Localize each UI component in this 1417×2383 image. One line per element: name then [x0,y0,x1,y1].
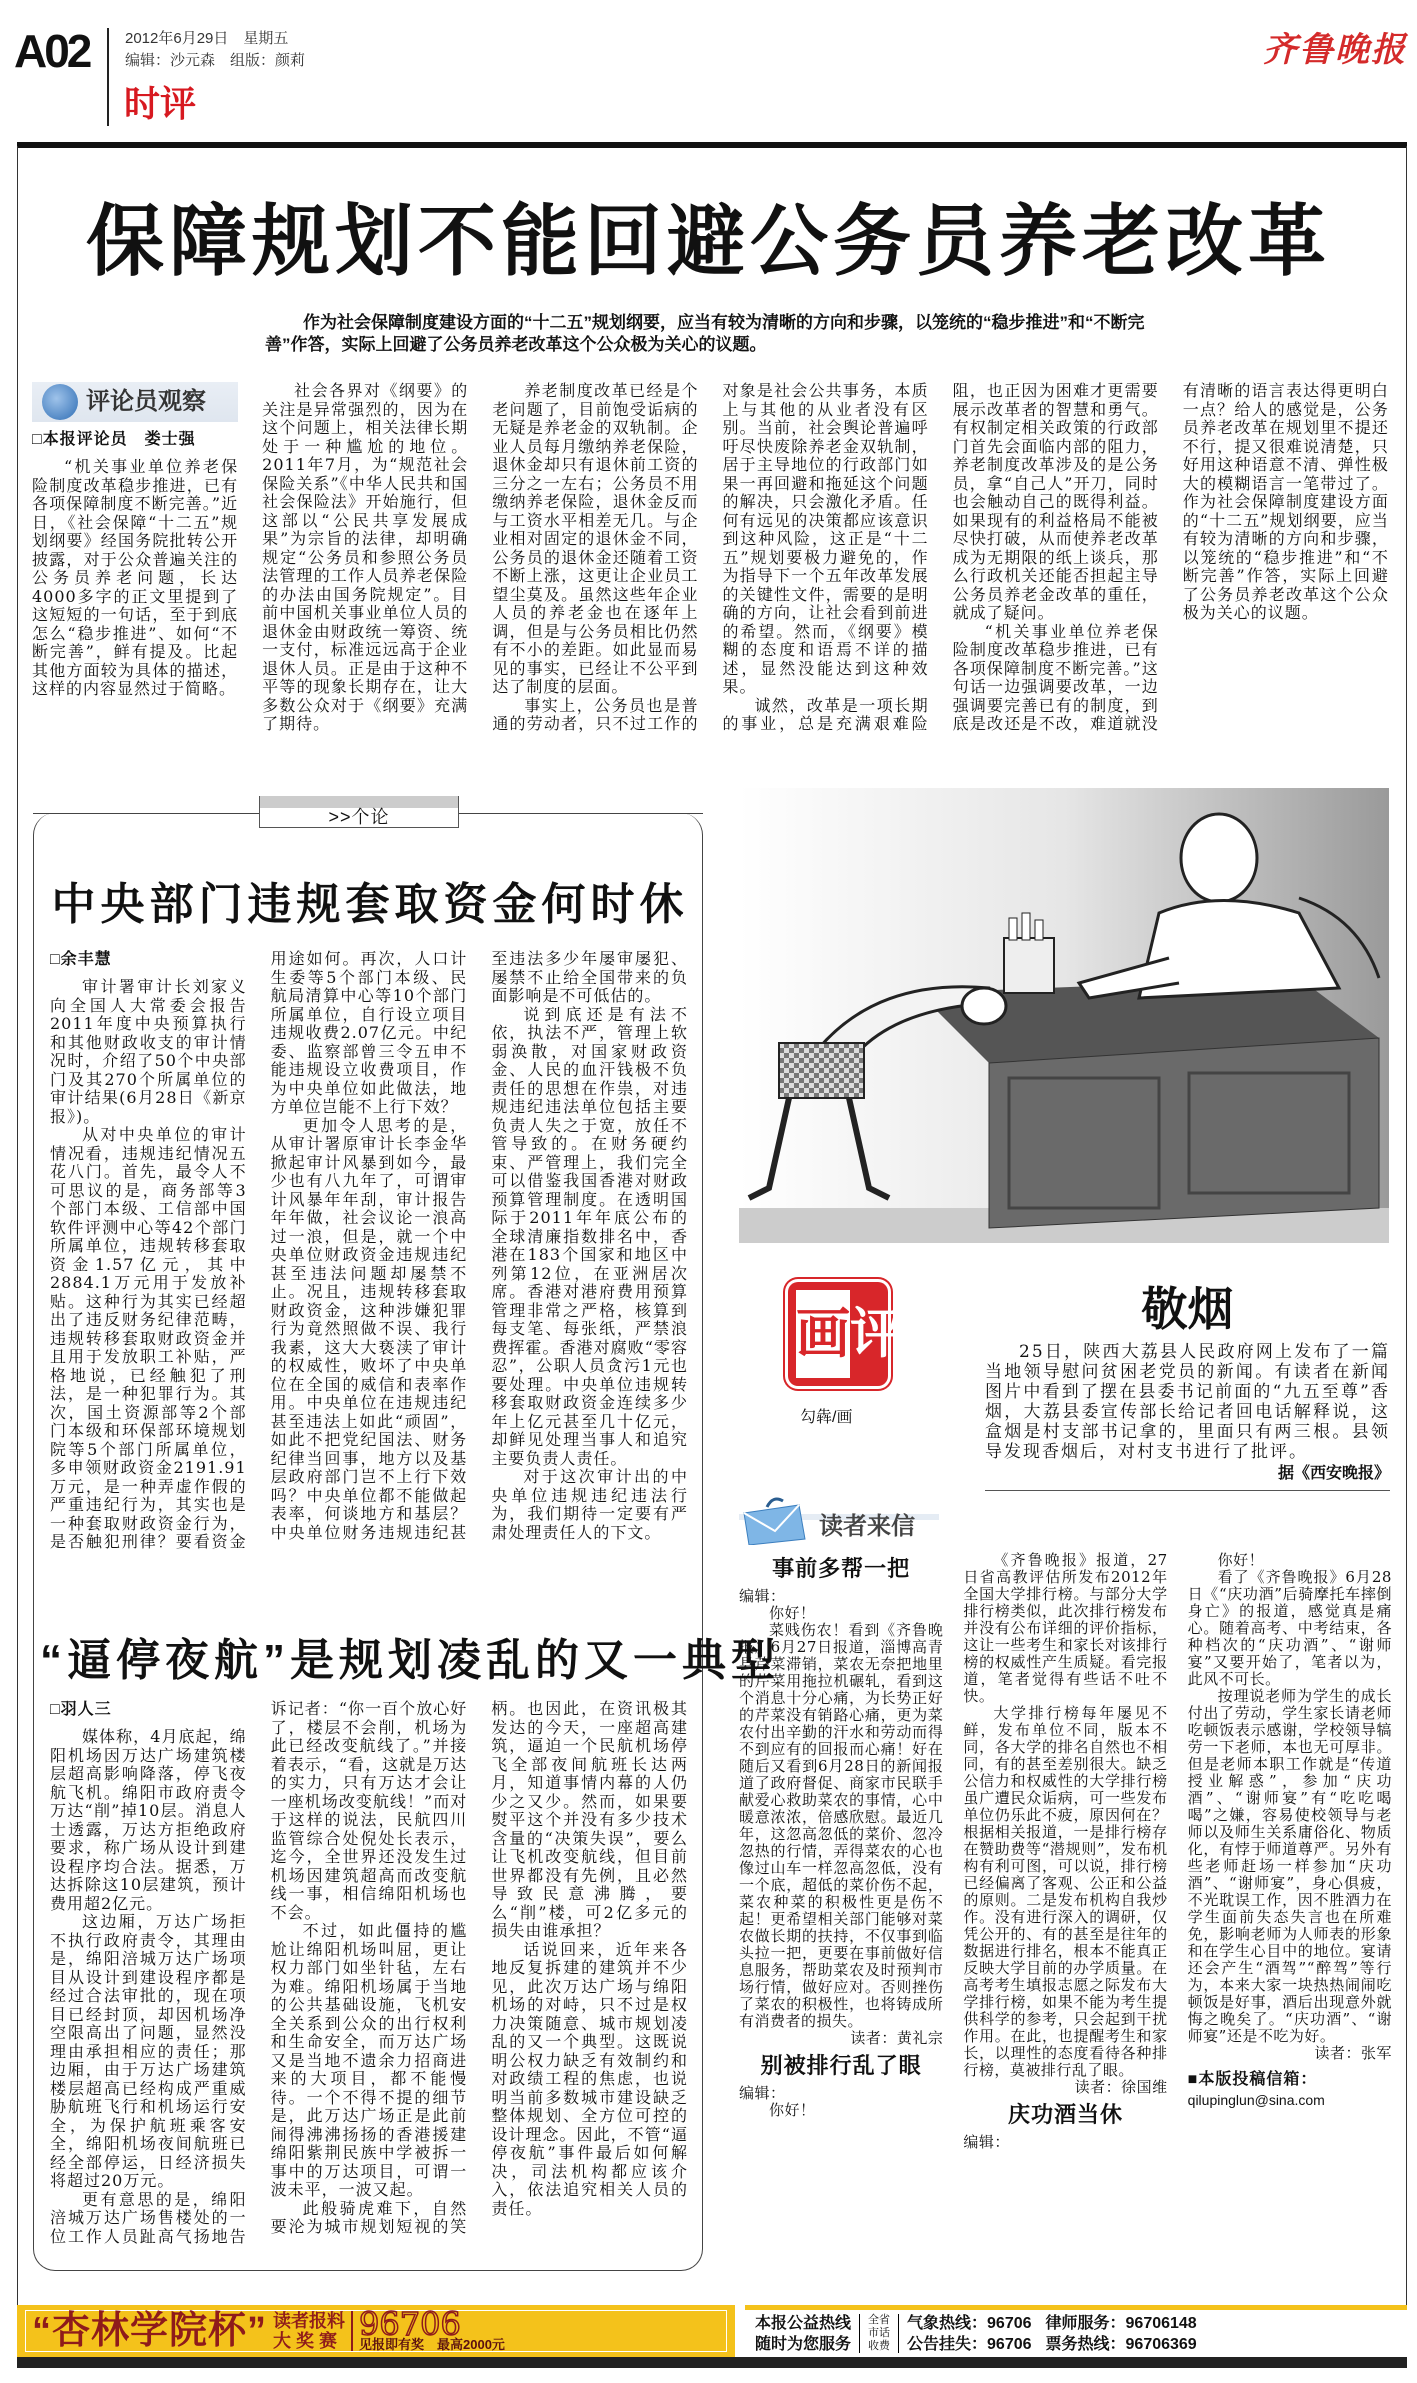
hotline: 公告挂失：96706 [907,2335,1032,2353]
hotline: 气象热线：96706 [907,2314,1032,2332]
cartoon-credit: 勾犇/画 [800,1409,853,1426]
prize-text: 见报即有奖 最高2000元 [359,2337,505,2352]
letter-signature: 读者：黄礼宗 [850,2030,944,2047]
submission-email[interactable]: qilupinglun@sina.com [1187,2092,1325,2108]
hotline-group [1046,2313,1211,2355]
paragraph: “机关事业单位养老保险制度改革稳步推进，已有各项保障制度不断完善。”这句话一边强调要改革，一边强调要完善已有的制度，到底是改还是不改，难道就没有清晰的语言表达得更明白一点？给人的感觉是，公务员养老改革在规划里不提还不行，提又很难说清楚，只好用这种语意不清、弹性极大的模糊语言一笔带过了。作为社会保障制度建设方面的“十二五”规划纲要，应当有较为清晰的方向和步骤，以笼统的“稳步推进”和“不断完善”作答，实际上回避了公务员养老改革这个公众极为关心的议题。 [952,381,1389,733]
cartoon-caption-block [985,1342,1390,1484]
letter-signature: 读者：张军 [1314,2045,1392,2062]
picture-comment-seal [788,1282,904,1386]
hotline-banner [745,2305,1407,2357]
hotline-group [907,2313,1046,2355]
editor-credits: 编辑：沙元森 组版：颜莉 [125,52,306,69]
service-line: 随时为您服务 [755,2335,852,2353]
letter-title: 事前多帮一把 [772,1556,911,1581]
hotline: 票务热线：96706369 [1045,2335,1197,2353]
letter-addressee: 编辑： [739,2084,786,2102]
cartoon-source: 据《西安晚报》 [1277,1465,1390,1482]
paragraph: 不过，如此僵持的尴尬让绵阳机场叫屈，更让权力部门如坐针毡，左右为难。绵阳机场属于当地的公共基础设施，飞机安全关系到公众的出行权利和生命安全，而万达广场又是当地不遗余力招商进来的大项目，都不能慢待。一个不得不提的细节是，此万达广场正是此前闹得沸沸扬扬的香港援建绵阳紫荆民族中学被拆一事中的万达项目，可谓一波未平，一波又起。 [270,1921,468,2199]
byline: □羽人三 [50,1701,112,1718]
paragraph: 从对中央单位的审计情况看，违规违纪情况五花八门。首先，最令人不可思议的是，商务部等3个部门本级、工信部中国软件评测中心等42个部门所属单位，违规转移套取资金1.57亿元，其中2884.1万元用于发放补贴。这种行为其实已经超出了违反财务纪律范畴，违规转移套取财政资金并且用于发放职工补贴，严格地说，已经触犯了刑法，是一种犯罪行为。其次，国土资源部等2个部门本级和环保部环境规划院等5个部门所属单位，多申领财政资金2191.91万元，是一种弄虚作假的严重违纪行为，其实也是一种套取财政资金行为，是否触犯刑律？要看资金用途如何。再次，人口计生委等5个部门本级、民航局清算中心等10个部门所属单位，自行设立项目违规收费2.07亿元。中纪委、监察部曾三令五申不能违规设立收费项目，作为中央单位如此做法，地方单位岂能不上行下效？ [50,949,468,1551]
paragraph: 看了《齐鲁晚报》6月28日《“庆功酒”后骑摩托车摔倒身亡》的报道，感觉真是痛心。随着高考、中考结束，各种档次的“庆功酒”、“谢师宴”又要开始了，笔者以为，此风不可长。 [1187,1568,1392,1688]
globe-icon [42,384,78,420]
paragraph: “机关事业单位养老保险制度改革稳步推进，已有各项保障制度不断完善。”近日，《社会保障“十二五”规划纲要》经国务院批转公开披露，对于公众普遍关注的公务员养老问题，长达4000多字的正文里提到了这短短的一句话，至于到底怎么“稳步推进”、如何“不断完善”，鲜有提及。比起其他方面较为具体的描述，这样的内容显然过于简略。 [32,457,239,698]
column-badge-label: 评论员观察 [86,388,206,415]
cartoon-caption: 25日，陕西大荔县人民政府网上发布了一篇当地领导慰问贫困老党员的新闻。有读者在新闻图片中看到了摆在县委书记前面的“九五至尊”香烟，大荔县委宣传部长给记者回电话解释说，这盒烟是村支部书记拿的，里面只有两三根。县领导发现香烟后，对村支书进行了批评。 [985,1342,1390,1462]
article-body [50,1700,688,2246]
letter-greeting: 你好！ [769,2101,816,2119]
page-number: A02 [14,25,90,77]
opinion-tab-label: >>个论 [328,807,390,827]
contest-banner [17,2305,735,2357]
paragraph: 这边厢，万达广场拒不执行政府责令，其理由是，绵阳涪城万达广场项目从设计到建设程序都是经过合法审批的，现在项目已经封顶，却因机场净空限高出了问题，显然没理由承担相应的责任；那边厢，由于万达广场建筑楼层超高已经构成严重威胁航班飞行和机场运行安全，为保护航班乘客安全，绵阳机场夜间航班已经全部停运，日经济损失将超过20万元。 [50,1912,247,2190]
charge-note: 全省市话收费 [859,2314,899,2353]
contest-subtitle [273,2311,353,2351]
letter-signature: 读者：徐国维 [1074,2079,1168,2096]
contest-line: 读者报料 [273,2311,346,2331]
box-top-line [33,813,259,814]
hotline: 律师服务：96706148 [1045,2314,1197,2332]
letter-addressee: 编辑： [963,2133,1010,2151]
section-title: 时评 [124,83,197,124]
letter-addressee: 编辑： [739,1587,786,1605]
article-headline: “逼停夜航”是规划凌乱的又一典型 [40,1636,780,1685]
footer-bar [17,2357,1407,2368]
paragraph: 诚然，改革是一项长期的事业，总是充满艰难险阻，也正因为困难才更需要展示改革者的智慧和勇气。有权制定相关政策的行政部门首先会面临内部的阻力，养老制度改革涉及的是公务员，拿“自己人”开刀，同时也会触动自己的既得利益。如果现有的利益格局不能被尽快打破，从而使养老改革成为无期限的纸上谈兵，那么行政机关还能否担起主导公务员养老金改革的重任，就成了疑问。 [722,381,1159,733]
cartoon-title: 敬烟 [1141,1283,1234,1335]
main-headline: 保障规划不能回避公务员养老改革 [85,197,1331,285]
lead-paragraph: 作为社会保障制度建设方面的“十二五”规划纲要，应当有较为清晰的方向和步骤，以笼统的“稳步推进”和“不断完善”作答，实际上回避了公务员养老改革这个公众极为关心的议题。 [265,313,1145,354]
paragraph: 事实上，公务员也是普通的劳动者，只不过工作的对象是社会公共事务，本质上与其他的从业者没有区别。当前，社会舆论普遍呼吁尽快废除养老金双轨制，居于主导地位的行政部门如果一再回避和拖延这个问题的解决，只会激化矛盾。任何有远见的决策都应该意识到这种风险，这正是“十二五”规划要极力避免的，作为指导下一个五年改革发展的关键性文件，需要的是明确的方向，让社会看到前进的希望。然而，《纲要》模糊的态度和语焉不详的描述，显然没能达到这种效果。 [492,381,929,733]
paragraph: 《齐鲁晚报》报道，27日省高教评估所发布2012年全国大学排行榜。与部分大学排行榜类似，此次排行榜发布并没有公布详细的评价指标，这让一些考生和家长对该排行榜的权威性产生质疑。看完报道，笔者觉得有些话不吐不快。 [963,1551,1168,1705]
issue-date: 2012年6月29日 星期五 [125,30,289,47]
service-line: 本报公益热线 [755,2314,852,2332]
editorial-cartoon [739,788,1389,1243]
main-article-body [32,382,1389,734]
paragraph: 菜贱伤农！看到《齐鲁晚报》6月27日报道，淄博高青县芹菜滞销，菜农无奈把地里的芹菜用拖拉机碾轧，看到这个消息十分心痛，为长势正好的芹菜没有销路心痛，更为菜农付出辛勤的汗水和劳动而得不到应有的回报而心痛！好在随后又看到6月28日的新闻报道了政府督促、商家市民联手献爱心救助菜农的事情，心中暖意浓浓，倍感欣慰。最近几年，这忽高忽低的菜价、忽冷忽热的行情，弄得菜农的心也像过山车一样忽高忽低，没有一个底，超低的菜价伤不起，菜农种菜的积极性更是伤不起！更希望相关部门能够对菜农做长期的扶持，不仅事到临头拉一把，更要在事前做好信息服务，帮助菜农及时预判市场行情，做好应对。否则挫伤了菜农的积极性，也将铸成所有消费者的损失。 [739,1621,944,2030]
paragraph: 大学排行榜每年屡见不鲜，发布单位不同，版本不同，各大学的排名自然也不相同，有的甚至差别很大。缺乏公信力和权威性的大学排行榜虽广遭民众诟病，可一些发布单位仍乐此不疲，原因何在？根据相关报道，一是排行榜存在赞助费等“潜规则”，发布机构有利可图，可以说，排行榜已经偏离了客观、公正和公益的原则。二是发布机构自我炒作。没有进行深入的调研，仅凭公开的、有的甚至是往年的数据进行排名，根本不能真正反映大学目前的办学质量。在高考考生填报志愿之际发布大学排行榜，如果不能为考生提供科学的参考，只会起到干扰作用。在此，也提醒考生和家长，以理性的态度看待各种排行榜，莫被排行乱了眼。 [963,1704,1168,2079]
paragraph: 按理说老师为学生的成长付出了劳动，学生家长请老师吃顿饭表示感谢，学校领导犒劳一下老师，本也无可厚非。但是老师本职工作就是“传道授业解惑”，参加“庆功酒”、“谢师宴”有“吃吃喝喝”之嫌，容易使校领导与老师以及师生关系庸俗化、物质化，有悖于师道尊严。另外有些老师赶场一样参加“庆功酒”、“谢师宴”，身心俱疲，不光耽误工作，因不胜酒力在学生面前失态失言也在所难免，影响老师为人师表的形象和在学生心目中的地位。宴请还会产生“酒驾”“醉驾”等行为，本来大家一块热热闹闹吃顿饭是好事，酒后出现意外就悔之晚矣了。“庆功酒”、“谢师宴”还是不吃为好。 [1187,1687,1392,2045]
seal-char: 画 [796,1290,850,1378]
letter-title: 别被排行乱了眼 [760,2053,922,2078]
paragraph: 社会各界对《纲要》的关注是异常强烈的，因为在这个问题上，相关法律长期处于一种尴尬的地位。2011年7月，为“规范社会保险关系”《中华人民共和国社会保险法》开始施行，但这部以“公民共享发展成果”为宗旨的法律，却明确规定“公务员和参照公务员法管理的工作人员养老保险的办法由国务院规定”。目前中国机关事业单位人员的退休金由财政统一筹资、统一支付，标准远远高于企业退休人员。正是由于这种不平等的现象长期存在，让大多数公众对于《纲要》充满了期待。 [262,381,469,733]
article-headline: 中央部门违规套取资金何时休 [51,880,689,929]
column-badge [32,382,238,422]
paragraph: 话说回来，近年来各地反复拆建的建筑并不少见，此次万达广场与绵阳机场的对峙，只不过是权力决策随意、城市规划凌乱的又一个典型。这既说明公权力缺乏有效制约和对政绩工程的焦虑，也说明当前多数城市建设缺乏整体规划、全方位可控的设计理念。因此，不管“逼停夜航”事件最后如何解决，司法机构都应该介入，依法追究相关人员的责任。 [491,1939,688,2218]
top-rule [17,142,1407,148]
letter-greeting: 你好！ [1217,1551,1265,1569]
opinion-tab [259,796,459,828]
paragraph: 更加令人思考的是，从审计署原审计长李金华掀起审计风暴到如今，最少也有八九年了，可谓审计风暴年年刮，审计报告年年做，社会议论一浪高过一浪，但是，就一个中央单位财政资金违规违纪甚至违法问题却屡禁不止。况且，违规转移套取财政资金，这种涉嫌犯罪行为竟然照做不误、我行我素，这大大亵渎了审计的权威性，败坏了中央单位在全国的威信和表率作用。中央单位在违规违纪甚至违法上如此“顽固”，如此不把党纪国法、财务纪律当回事，地方以及基层政府部门岂不上行下效吗？中央单位都不能做起表率，何谈地方和基层？中央单位财务违规违纪甚至违法多少年屡审屡犯、屡禁不止给全国带来的负面影响是不可低估的。 [270,949,688,1542]
letter-greeting: 你好！ [769,1604,816,1622]
contest-name: “杏林学院杯” [32,2310,268,2352]
envelope-icon [739,1495,809,1545]
reader-letters [739,1552,1392,2151]
paragraph: 媒体称，4月底起，绵阳机场因万达广场建筑楼层超高影响降落，停飞夜航飞机。绵阳市政府责令万达“削”掉10层。消息人士透露，万达方拒绝政府要求，称广场从设计到建设程序均合法。据悉，万达拆除这10层建筑，预计费用超2亿元。 [50,1727,247,1913]
submission-label: ■本版投稿信箱： [1187,2071,1318,2088]
letters-badge-label: 读者来信 [819,1513,915,1540]
paragraph: 对于这次审计出的中央单位违规违纪违法行为，我们期待一定要有严肃处理责任人的下文。 [491,1467,688,1542]
paragraph: 此般骑虎难下，自然要沦为城市规划短视的笑柄。也因此，在资讯极其发达的今天，一座超高建筑，逼迫一个民航机场停飞全部夜间航班长达两月，知道事情内幕的人仍少之又少。然而，如果要熨平这个并没有多少技术含量的“决策失误”，要么让飞机改变航线，但目前世界都没有先例，且必然导致民意沸腾，要么“削”楼，可2亿多元的损失由谁承担？ [270,1699,688,2236]
paragraph: 说到底还是有法不依，执法不严，管理上软弱涣散，对国家财政资金、人民的血汗钱极不负责任的思想在作祟，对违规违纪违法单位包括主要负责人失之于宽，放任不管导致的。在财务硬约束、严管理上，我们完全可以借鉴我国香港对财政预算管理制度。在透明国际于2011年年底公布的全球清廉指数排名中，香港在183个国家和地区中列第12位，在亚洲居次席。香港对港府费用预算管理非常之严格，核算到每支笔、每张纸，严禁浪费挥霍。香港对腐败“零容忍”，公职人员贪污1元也要处理。中央单位违规转移套取财政资金连续多少年上亿元甚至几十亿元，却鲜见处理当事人和追究主要负责人责任。 [491,1004,688,1468]
frame-left [17,146,18,2306]
article-body [50,950,688,1552]
paragraph: 养老制度改革已经是个老问题了，目前饱受诟病的无疑是养老金的双轨制。企业人员每月缴纳养老保险，退休金却只有退休前工资的三分之一左右；公务员不用缴纳养老保险，退休金反而与工资水平相差无几。与企业相对固定的退休金不同，公务员的退休金还随着工资不断上涨，这更让企业员工望尘莫及。虽然这些年企业人员的养老金也在逐年上调，但是与公务员相比仍然有不小的差距。如此显而易见的事实，已经让不公平到达了制度的层面。 [492,381,699,696]
header-divider [107,28,109,126]
contest-hotline [359,2305,505,2352]
contest-line: 大 奖 赛 [273,2331,338,2351]
letter-title: 庆功酒当休 [1007,2102,1123,2127]
newspaper-logo: 齐鲁晚报 [1263,30,1407,70]
paragraph: 更有意思的是，绵阳涪城万达广场售楼处的一位工作人员趾高气扬地告诉记者：“你一百个放心好了，楼层不会削，机场为此已经改变航线了。”并接着表示，“看，这就是万达的实力，只有万达才会让一座机场改变航线！”而对于这样的说法，民航四川监管综合处倪处长表示，迄今，全世界还没发生过机场因建筑超高而改变航线一事，相信绵阳机场也不会。 [50,1699,468,2246]
frame-right [1406,146,1407,2306]
paragraph: 审计署审计长刘家义向全国人大常委会报告2011年度中央预算执行和其他财政收支的审计情况时，介绍了50个中央部门及其270个所属单位的审计结果(6月28日《新京报》)。 [50,977,247,1126]
byline: □余丰慧 [50,951,112,968]
byline: □本报评论员 娄士强 [32,431,196,448]
service-text [755,2313,851,2355]
divider [985,1490,1390,1491]
letters-badge [739,1494,939,1546]
seal-char: 评 [850,1304,904,1364]
box-top-line [459,813,703,814]
hotline-number: 96706 [359,2305,461,2343]
